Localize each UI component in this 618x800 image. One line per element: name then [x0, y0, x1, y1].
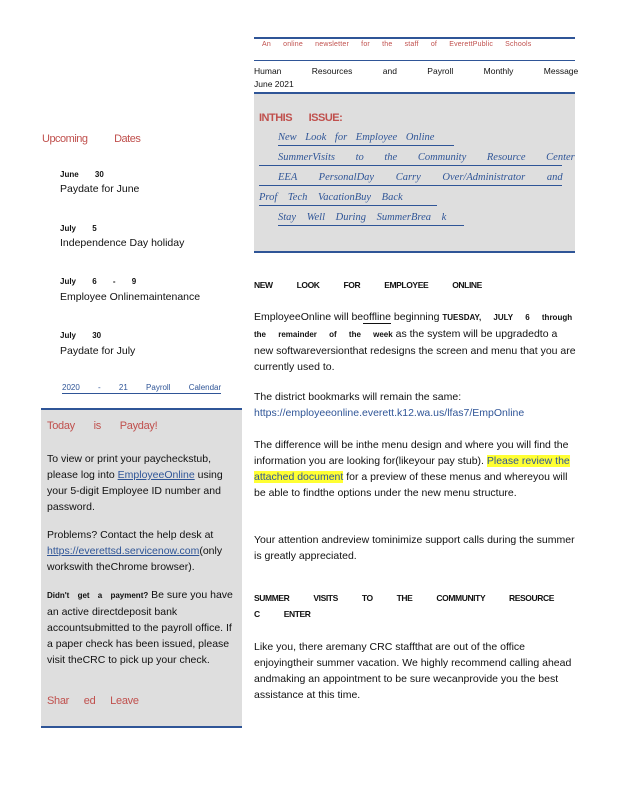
payday-text: using your 5-digit Employee ID number and password. [47, 469, 223, 513]
event-description: Independence Day holiday [60, 237, 185, 249]
no-payment-body: Be sure you have an active directdeposit bank accountsubmitted to the payroll office. If a paper check has been issued, please visit theCRC to pick up your check. [47, 589, 233, 666]
servicenow-link[interactable]: https://everettsd.servicenow.com [47, 545, 200, 557]
section-heading-summer-visits: SUMMER VISITS TO THE COMMUNITY RESOURCE [254, 593, 554, 603]
section-heading-new-look: NEW LOOK FOR EMPLOYEE ONLINE [254, 280, 482, 290]
bookmark-url-link[interactable]: https://employeeonline.everett.k12.wa.us/lfas7/EmpOnline [254, 407, 525, 419]
upcoming-dates-title: Upcoming Dates [42, 133, 141, 145]
in-this-issue-title: INTHIS ISSUE: [259, 112, 343, 124]
offline-emphasis: offline [363, 311, 391, 323]
date-emphasis: TUESDAY, JULY 6 through the remainder of the week [254, 313, 573, 339]
help-desk-note: (only workswith theChrome browser). [47, 545, 223, 573]
text-run: for a preview of these menus and whereyou will be able to findthe options under the new menu structure. [254, 471, 568, 499]
event-date: July 5 [60, 224, 97, 233]
text-run: EmployeeOnline will be [254, 311, 364, 323]
text-run: beginning [390, 311, 443, 323]
event-description: Paydate for July [60, 345, 136, 357]
shared-leave-title: Shar ed Leave [47, 695, 139, 707]
no-payment-text [47, 587, 237, 668]
event-date: July 6 - 9 [60, 277, 137, 286]
payday-instructions [47, 451, 237, 515]
text-run: The district bookmarks will remain the same: [254, 391, 462, 403]
newsletter-tagline: An online newsletter for the staff of EverettPublic Schools [262, 41, 532, 48]
issue-link-new-look[interactable]: New Look for Employee Online [278, 132, 454, 146]
help-desk-label: Problems? Contact the help desk at [47, 529, 214, 541]
issue-link-prof-tech[interactable]: Prof Tech VacationBuy Back [259, 192, 437, 206]
no-payment-label: Didn't get a payment? [47, 591, 149, 600]
event-date: June 30 [60, 170, 104, 179]
section1-paragraph4: Your attention andreview tominimize support calls during the summer is greatly appreciated. [254, 534, 575, 562]
attached-document-link[interactable]: Please review the attached document [254, 455, 570, 483]
issue-link-stay-well[interactable]: Stay Well During SummerBrea k [278, 212, 464, 226]
event-description: Paydate for June [60, 183, 140, 195]
payday-text: To view or print your paycheckstub, please log into [47, 453, 211, 481]
section1-paragraph2 [254, 389, 576, 421]
employee-online-link[interactable]: EmployeeOnline [117, 469, 195, 481]
section-heading-summer-visits-cont: C ENTER [254, 609, 311, 619]
text-run: The difference will be inthe menu design and where you will find the information you are looking for(likeyour pay stub). [254, 439, 569, 467]
header-divider [254, 60, 575, 61]
payroll-calendar-link[interactable]: 2020 - 21 Payroll Calendar [62, 383, 222, 392]
section2-paragraph1: Like you, there aremany CRC staffthat are out of the office enjoyingtheir summer vacation. We highly recommend calling ahead andmaking an appointment to be sure wecanprovide you the best assistance at this time. [254, 641, 572, 701]
help-desk-text [47, 527, 237, 575]
newsletter-date: June 2021 [254, 79, 294, 89]
event-description: Employee Onlinemaintenance [60, 291, 201, 303]
text-run: as the system will be upgradedto a new softwareversionthat redesigns the screen and menu that you are currently used to. [254, 328, 576, 373]
issue-link-summer-visits[interactable]: SummerVisits to the Community Resource Center [259, 152, 562, 166]
issue-link-eea-personal-day[interactable]: EEA PersonalDay Carry Over/Administrator and [259, 172, 562, 186]
event-date: July 30 [60, 331, 102, 340]
payday-title: Today is Payday! [47, 420, 158, 432]
section1-paragraph3 [254, 437, 576, 501]
section1-paragraph1 [254, 309, 576, 375]
header-top-rule [254, 37, 575, 39]
newsletter-title: Human Resources and Payroll Monthly Message [254, 66, 579, 76]
